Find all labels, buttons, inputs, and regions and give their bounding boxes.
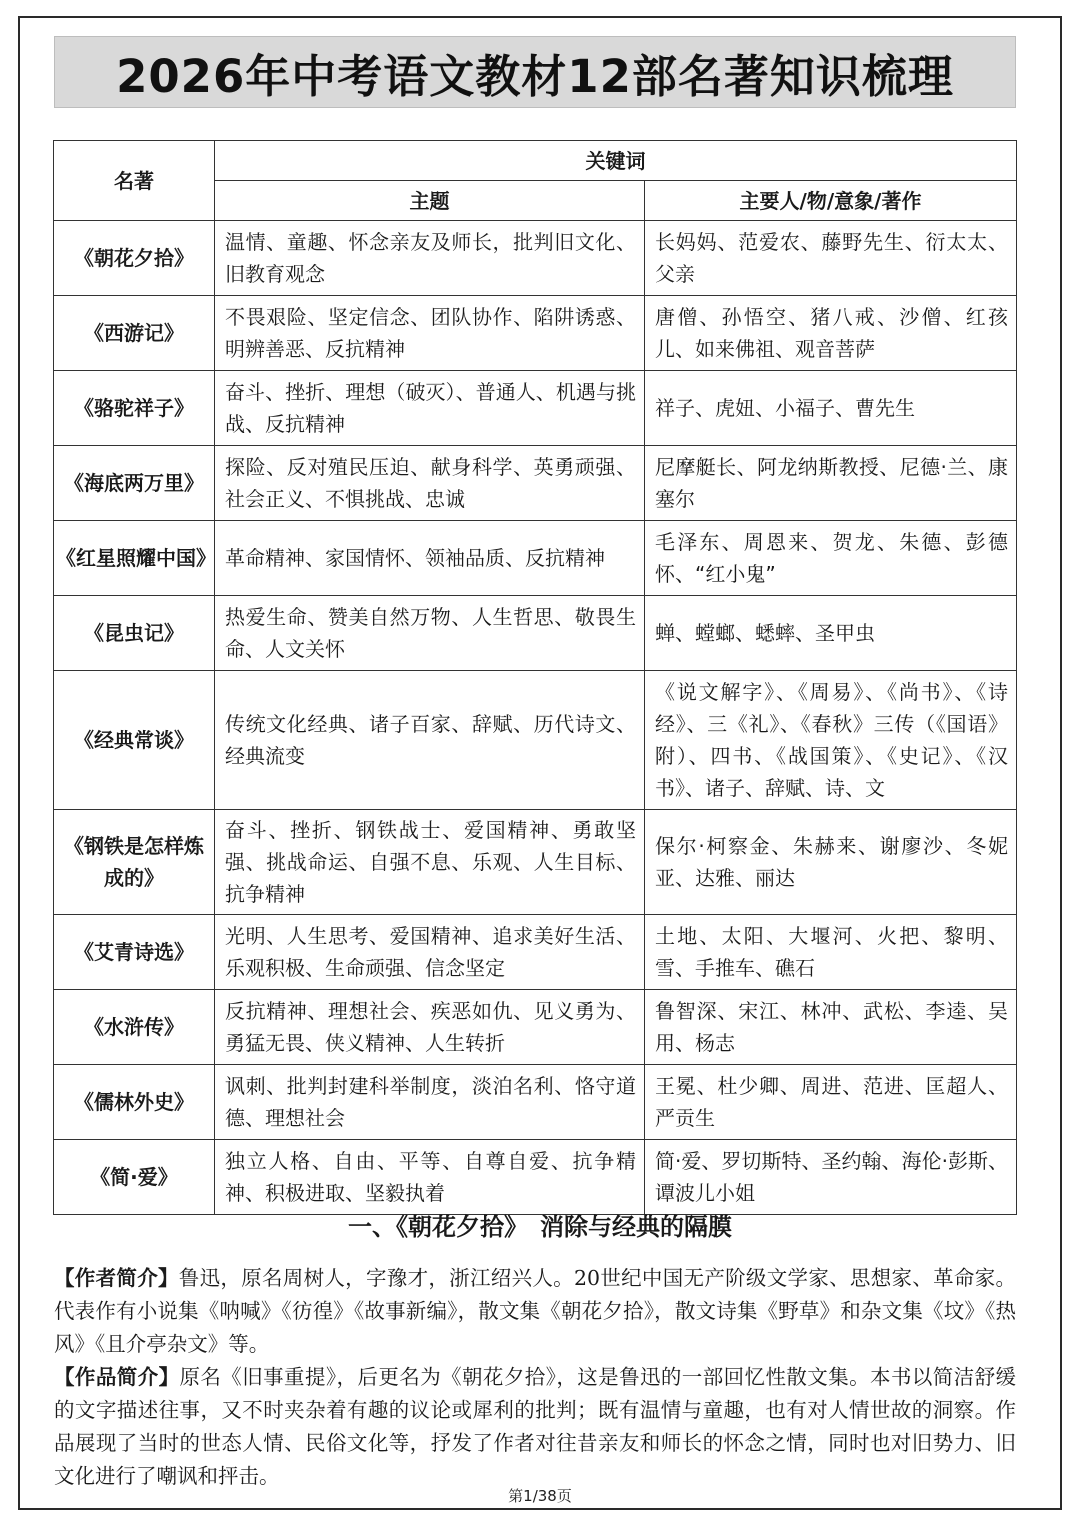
book-name: 《水浒传》 [54,990,215,1065]
table-row [54,915,1017,990]
header-people: 主要人/物/意象/著作 [645,181,1017,221]
book-theme: 反抗精神、理想社会、疾恶如仇、见义勇为、勇猛无畏、侠义精神、人生转折 [215,990,645,1065]
book-name: 《儒林外史》 [54,1065,215,1140]
book-theme: 热爱生命、赞美自然万物、人生哲思、敬畏生命、人文关怀 [215,596,645,671]
page-title: 2026年中考语文教材12部名著知识梳理 [116,49,954,103]
book-name: 《经典常谈》 [54,671,215,810]
book-theme: 光明、人生思考、爱国精神、追求美好生活、乐观积极、生命顽强、信念坚定 [215,915,645,990]
book-people: 尼摩艇长、阿龙纳斯教授、尼德·兰、康塞尔 [645,446,1017,521]
book-people: 唐僧、孙悟空、猪八戒、沙僧、红孩儿、如来佛祖、观音菩萨 [645,296,1017,371]
book-name: 《钢铁是怎样炼成的》 [54,810,215,915]
book-theme: 温情、童趣、怀念亲友及师长，批判旧文化、旧教育观念 [215,221,645,296]
table-row [54,596,1017,671]
book-name: 《艾青诗选》 [54,915,215,990]
header-name: 名著 [54,141,215,221]
book-people: 蝉、螳螂、蟋蟀、圣甲虫 [645,596,1017,671]
book-theme: 不畏艰险、坚定信念、团队协作、陷阱诱惑、明辨善恶、反抗精神 [215,296,645,371]
work-intro [54,1361,1016,1493]
book-people: 祥子、虎妞、小福子、曹先生 [645,371,1017,446]
book-theme: 讽刺、批判封建科举制度，淡泊名利、恪守道德、理想社会 [215,1065,645,1140]
book-theme: 探险、反对殖民压迫、献身科学、英勇顽强、社会正义、不惧挑战、忠诚 [215,446,645,521]
section-body [54,1262,1016,1493]
table-row [54,990,1017,1065]
book-name: 《昆虫记》 [54,596,215,671]
book-people: 土地、太阳、大堰河、火把、黎明、雪、手推车、礁石 [645,915,1017,990]
book-people: 简·爱、罗切斯特、圣约翰、海伦·彭斯、谭波儿小姐 [645,1140,1017,1215]
table-row [54,1140,1017,1215]
book-theme: 奋斗、挫折、理想（破灭）、普通人、机遇与挑战、反抗精神 [215,371,645,446]
table-row [54,671,1017,810]
table-row [54,371,1017,446]
book-people: 长妈妈、范爱农、藤野先生、衍太太、父亲 [645,221,1017,296]
book-theme: 奋斗、挫折、钢铁战士、爱国精神、勇敢坚强、挑战命运、自强不息、乐观、人生目标、抗争精神 [215,810,645,915]
book-name: 《骆驼祥子》 [54,371,215,446]
book-people: 毛泽东、周恩来、贺龙、朱德、彭德怀、“红小鬼” [645,521,1017,596]
author-intro [54,1262,1016,1361]
book-people: 鲁智深、宋江、林冲、武松、李逵、吴用、杨志 [645,990,1017,1065]
book-name: 《朝花夕拾》 [54,221,215,296]
section-title: 一、《朝花夕拾》 消除与经典的隔膜 [348,1213,732,1241]
book-theme: 传统文化经典、诸子百家、辞赋、历代诗文、经典流变 [215,671,645,810]
work-intro-text: 原名《旧事重提》，后更名为《朝花夕拾》，这是鲁迅的一部回忆性散文集。本书以简洁舒缓的文字描述往事，又不时夹杂着有趣的议论或犀利的批判；既有温情与童趣，也有对人情世故的洞察。作品展现了当时的世态人情、民俗文化等，抒发了作者对往昔亲友和师长的怀念之情，同时也对旧势力、旧文化进行了嘲讽和抨击。 [54,1365,1017,1488]
table-row [54,296,1017,371]
book-theme: 独立人格、自由、平等、自尊自爱、抗争精神、积极进取、坚毅执着 [215,1140,645,1215]
title-banner [54,36,1016,108]
book-name: 《简·爱》 [54,1140,215,1215]
book-name: 《海底两万里》 [54,446,215,521]
works-table [53,140,1017,1215]
table-row [54,521,1017,596]
table-row [54,1065,1017,1140]
book-name: 《红星照耀中国》 [54,521,215,596]
book-theme: 革命精神、家国情怀、领袖品质、反抗精神 [215,521,645,596]
header-keywords: 关键词 [215,141,1017,181]
author-intro-text: 鲁迅，原名周树人，字豫才，浙江绍兴人。20世纪中国无产阶级文学家、思想家、革命家。代表作有小说集《呐喊》《彷徨》《故事新编》，散文集《朝花夕拾》，散文诗集《野草》和杂文集《坟》《热风》《且介亭杂文》等。 [54,1266,1016,1356]
table-row [54,810,1017,915]
header-theme: 主题 [215,181,645,221]
page-number: 第1/38页 [508,1487,572,1505]
book-people: 王冕、杜少卿、周进、范进、匡超人、严贡生 [645,1065,1017,1140]
book-name: 《西游记》 [54,296,215,371]
table-row [54,446,1017,521]
book-people: 《说文解字》、《周易》、《尚书》、《诗经》、三《礼》、《春秋》三传（《国语》附）、四书、《战国策》、《史记》、《汉书》、诸子、辞赋、诗、文 [645,671,1017,810]
book-people: 保尔·柯察金、朱赫来、谢廖沙、冬妮亚、达雅、丽达 [645,810,1017,915]
work-intro-tag: 【作品简介】 [54,1365,180,1389]
table-row [54,221,1017,296]
author-intro-tag: 【作者简介】 [54,1266,179,1290]
